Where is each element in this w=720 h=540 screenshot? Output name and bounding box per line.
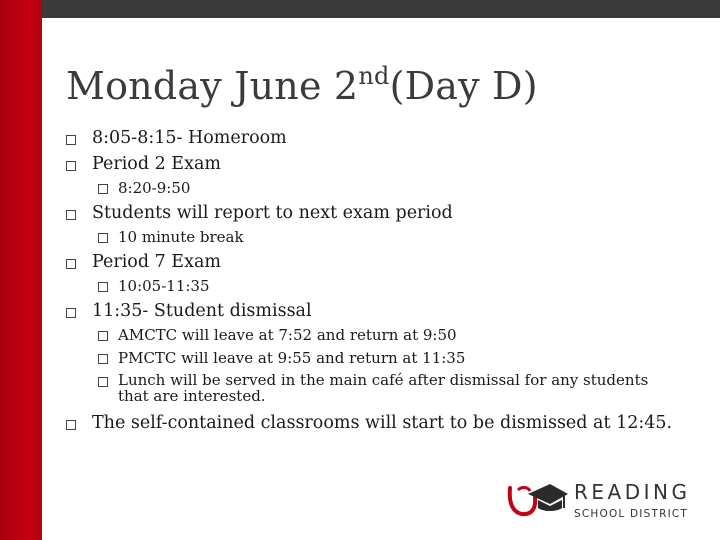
square-bullet-icon	[98, 377, 108, 387]
square-bullet-icon	[98, 331, 108, 341]
top-dark-band	[42, 0, 720, 18]
left-red-band	[0, 0, 42, 540]
square-bullet-icon	[66, 135, 76, 145]
square-bullet-icon	[98, 354, 108, 364]
square-bullet-icon	[98, 184, 108, 194]
square-bullet-icon	[98, 282, 108, 292]
reading-school-district-logo	[506, 478, 702, 524]
square-bullet-icon	[66, 161, 76, 171]
square-bullet-icon	[66, 420, 76, 430]
square-bullet-icon	[98, 233, 108, 243]
logo-text-reading: READING	[574, 480, 691, 504]
square-bullet-icon	[66, 308, 76, 318]
square-bullet-icon	[66, 210, 76, 220]
square-bullet-icon	[66, 259, 76, 269]
logo-mark-icon	[506, 478, 570, 524]
slide-title: Monday June 2nd(Day D)	[66, 62, 538, 108]
logo-text-school-district: SCHOOL DISTRICT	[574, 508, 689, 520]
